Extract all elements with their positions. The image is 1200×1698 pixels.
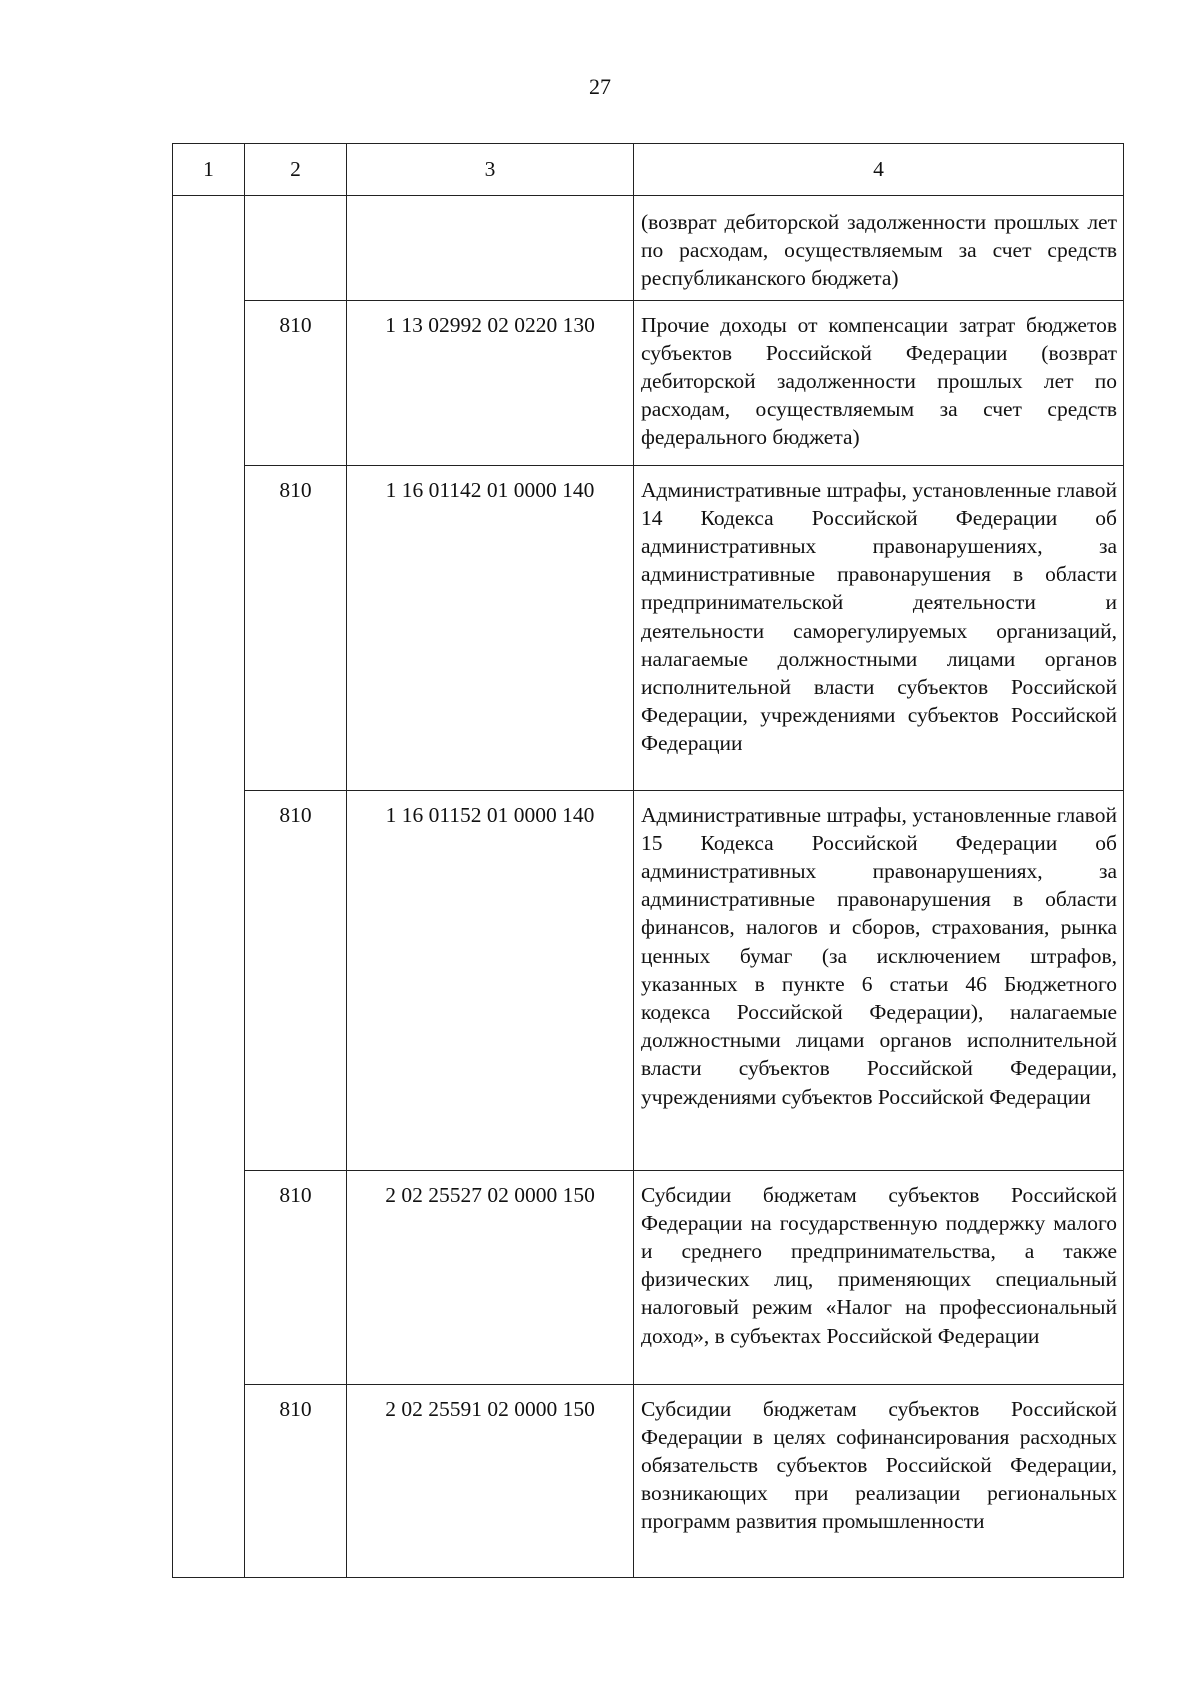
table-row: [173, 196, 1124, 301]
budget-code-cell: 1 16 01152 01 0000 140: [347, 790, 634, 1170]
description-cell: Административные штрафы, установленные главой 14 Кодекса Российской Федерации об административных правонарушениях, за административные правонарушения в области предпринимательской деятельности и деятельности саморегулируемых организаций, налагаемые должностными лицами органов исполнительной власти субъектов Российской Федерации, учреждениями субъектов Российской Федерации: [634, 465, 1124, 790]
admin-code-cell: 810: [245, 1384, 347, 1577]
row-group-cell-col-1: [173, 196, 245, 1578]
admin-code-cell: [245, 196, 347, 301]
admin-code-cell: 810: [245, 1170, 347, 1384]
admin-code-cell: 810: [245, 300, 347, 465]
budget-code-cell: 2 02 25527 02 0000 150: [347, 1170, 634, 1384]
description-cell: Прочие доходы от компенсации затрат бюджетов субъектов Российской Федерации (возврат дебиторской задолженности прошлых лет по расходам, осуществляемым за счет средств федерального бюджета): [634, 300, 1124, 465]
table-row: [173, 1384, 1124, 1577]
table-row: [173, 300, 1124, 465]
description-cell: Административные штрафы, установленные главой 15 Кодекса Российской Федерации об административных правонарушениях, за административные правонарушения в области финансов, налогов и сборов, страхования, рынка ценных бумаг (за исключением штрафов, указанных в пункте 6 статьи 46 Бюджетного кодекса Российской Федерации), налагаемые должностными лицами органов исполнительной власти субъектов Российской Федерации, учреждениями субъектов Российской Федерации: [634, 790, 1124, 1170]
description-cell: (возврат дебиторской задолженности прошлых лет по расходам, осуществляемым за счет средств республиканского бюджета): [634, 196, 1124, 301]
description-cell: Субсидии бюджетам субъектов Российской Федерации на государственную поддержку малого и среднего предпринимательства, а также физических лиц, применяющих специальный налоговый режим «Налог на профессиональный доход», в субъектах Российской Федерации: [634, 1170, 1124, 1384]
page-number: 27: [589, 74, 611, 99]
budget-code-cell: 2 02 25591 02 0000 150: [347, 1384, 634, 1577]
header-col-3: 3: [347, 144, 634, 196]
header-col-2: 2: [245, 144, 347, 196]
header-col-4: 4: [634, 144, 1124, 196]
budget-code-cell: [347, 196, 634, 301]
budget-code-cell: 1 13 02992 02 0220 130: [347, 300, 634, 465]
description-cell: Субсидии бюджетам субъектов Российской Федерации в целях софинансирования расходных обязательств субъектов Российской Федерации, возникающих при реализации региональных программ развития промышленности: [634, 1384, 1124, 1577]
table-header-row: [173, 144, 1124, 196]
table-row: [173, 465, 1124, 790]
admin-code-cell: 810: [245, 465, 347, 790]
table-row: [173, 1170, 1124, 1384]
income-codes-table: [172, 143, 1124, 1578]
header-col-1: 1: [173, 144, 245, 196]
admin-code-cell: 810: [245, 790, 347, 1170]
table-row: [173, 790, 1124, 1170]
budget-code-cell: 1 16 01142 01 0000 140: [347, 465, 634, 790]
